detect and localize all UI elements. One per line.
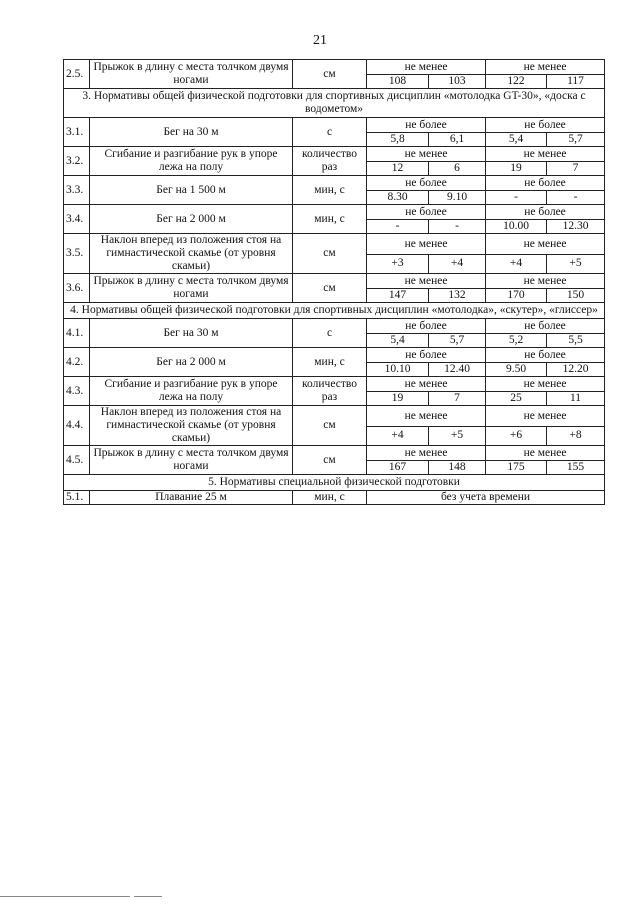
requirement-label: не более xyxy=(486,118,605,133)
requirement-label: не более xyxy=(486,205,605,220)
unit: см xyxy=(293,406,367,446)
norm-value: 122 xyxy=(486,75,547,89)
unit: см xyxy=(293,274,367,303)
requirement-label: не более xyxy=(367,176,486,191)
unit: с xyxy=(293,319,367,348)
norm-value: 11 xyxy=(547,392,605,406)
exercise-name: Прыжок в длину с места толчком двумя ногами xyxy=(90,446,293,475)
row-number: 4.2. xyxy=(64,348,90,377)
norm-value: 19 xyxy=(367,392,429,406)
norm-value: 10.10 xyxy=(367,363,429,377)
exercise-name: Бег на 1 500 м xyxy=(90,176,293,205)
norm-value: - xyxy=(367,220,429,234)
row-number: 3.1. xyxy=(64,118,90,147)
requirement-label: не менее xyxy=(367,274,486,289)
requirement-label: не менее xyxy=(367,406,486,427)
table-row xyxy=(64,176,605,191)
row-number: 4.4. xyxy=(64,406,90,446)
norms-table-body xyxy=(64,60,605,505)
exercise-name: Прыжок в длину с места толчком двумя ногами xyxy=(90,60,293,89)
row-number: 3.4. xyxy=(64,205,90,234)
exercise-name: Бег на 30 м xyxy=(90,118,293,147)
row-number: 4.1. xyxy=(64,319,90,348)
norms-table xyxy=(63,59,605,505)
unit: см xyxy=(293,60,367,89)
norm-value: 5,4 xyxy=(486,133,547,147)
exercise-name: Наклон вперед из положения стоя на гимнастической скамье (от уровня скамьи) xyxy=(90,234,293,274)
exercise-name: Бег на 2 000 м xyxy=(90,205,293,234)
table-row xyxy=(64,406,605,427)
norm-value: 7 xyxy=(547,162,605,176)
norm-value: - xyxy=(429,220,486,234)
requirement-label: не более xyxy=(486,176,605,191)
norm-value: 12 xyxy=(367,162,429,176)
footer-line xyxy=(134,896,162,897)
unit: мин, с xyxy=(293,176,367,205)
requirement-label: не более xyxy=(367,118,486,133)
requirement-label: не менее xyxy=(367,147,486,162)
exercise-name: Наклон вперед из положения стоя на гимнастической скамье (от уровня скамьи) xyxy=(90,406,293,446)
norm-value: 147 xyxy=(367,289,429,303)
table-row xyxy=(64,205,605,220)
norm-value: 9.10 xyxy=(429,191,486,205)
norm-value: 5,5 xyxy=(547,334,605,348)
section-title: 5. Нормативы специальной физической подготовки xyxy=(64,475,605,491)
norm-value: без учета времени xyxy=(367,491,605,505)
norm-value: - xyxy=(547,191,605,205)
norm-value: 132 xyxy=(429,289,486,303)
norm-value: 19 xyxy=(486,162,547,176)
norm-value: 150 xyxy=(547,289,605,303)
row-number: 3.6. xyxy=(64,274,90,303)
row-number: 4.3. xyxy=(64,377,90,406)
table-row xyxy=(64,118,605,133)
table-row xyxy=(64,60,605,75)
requirement-label: не менее xyxy=(486,147,605,162)
row-number: 5.1. xyxy=(64,491,90,505)
norm-value: +4 xyxy=(367,426,429,445)
table-row xyxy=(64,446,605,461)
norm-value: - xyxy=(486,191,547,205)
requirement-label: не менее xyxy=(486,60,605,75)
row-number: 3.5. xyxy=(64,234,90,274)
norm-value: 6,1 xyxy=(429,133,486,147)
norm-value: 6 xyxy=(429,162,486,176)
unit: количество раз xyxy=(293,147,367,176)
requirement-label: не менее xyxy=(486,446,605,461)
norm-value: 5,7 xyxy=(547,133,605,147)
row-number: 4.5. xyxy=(64,446,90,475)
table-row xyxy=(64,147,605,162)
requirement-label: не более xyxy=(367,319,486,334)
row-number: 2.5. xyxy=(64,60,90,89)
section-row xyxy=(64,475,605,491)
norm-value: +6 xyxy=(486,426,547,445)
norm-value: 108 xyxy=(367,75,429,89)
exercise-name: Прыжок в длину с места толчком двумя ногами xyxy=(90,274,293,303)
table-row xyxy=(64,234,605,255)
table-row xyxy=(64,274,605,289)
norm-value: 10.00 xyxy=(486,220,547,234)
norm-value: +4 xyxy=(486,254,547,273)
page-number: 21 xyxy=(313,33,327,48)
unit: мин, с xyxy=(293,205,367,234)
unit: см xyxy=(293,446,367,475)
norm-value: 167 xyxy=(367,461,429,475)
exercise-name: Бег на 30 м xyxy=(90,319,293,348)
unit: см xyxy=(293,234,367,274)
requirement-label: не менее xyxy=(486,234,605,255)
requirement-label: не более xyxy=(486,348,605,363)
requirement-label: не менее xyxy=(486,274,605,289)
exercise-name: Бег на 2 000 м xyxy=(90,348,293,377)
norm-value: 25 xyxy=(486,392,547,406)
table-row xyxy=(64,348,605,363)
requirement-label: не менее xyxy=(367,446,486,461)
exercise-name: Плавание 25 м xyxy=(90,491,293,505)
requirement-label: не более xyxy=(486,319,605,334)
requirement-label: не менее xyxy=(486,406,605,427)
exercise-name: Сгибание и разгибание рук в упоре лежа на полу xyxy=(90,147,293,176)
norm-value: +8 xyxy=(547,426,605,445)
unit: мин, с xyxy=(293,348,367,377)
unit: с xyxy=(293,118,367,147)
norm-value: 5,4 xyxy=(367,334,429,348)
norm-value: 12.40 xyxy=(429,363,486,377)
requirement-label: не менее xyxy=(486,377,605,392)
requirement-label: не более xyxy=(367,348,486,363)
norm-value: 7 xyxy=(429,392,486,406)
norm-value: 175 xyxy=(486,461,547,475)
norm-value: 5,2 xyxy=(486,334,547,348)
norm-value: 9.50 xyxy=(486,363,547,377)
norm-value: 5,7 xyxy=(429,334,486,348)
norm-value: 155 xyxy=(547,461,605,475)
unit: количество раз xyxy=(293,377,367,406)
norm-value: 117 xyxy=(547,75,605,89)
table-row xyxy=(64,319,605,334)
norm-value: 8.30 xyxy=(367,191,429,205)
exercise-name: Сгибание и разгибание рук в упоре лежа на полу xyxy=(90,377,293,406)
norm-value: 103 xyxy=(429,75,486,89)
requirement-label: не менее xyxy=(367,234,486,255)
table-row xyxy=(64,491,605,505)
requirement-label: не более xyxy=(367,205,486,220)
row-number: 3.3. xyxy=(64,176,90,205)
unit: мин, с xyxy=(293,491,367,505)
norm-value: 12.20 xyxy=(547,363,605,377)
requirement-label: не менее xyxy=(367,377,486,392)
norm-value: +4 xyxy=(429,254,486,273)
norm-value: +5 xyxy=(547,254,605,273)
norm-value: +3 xyxy=(367,254,429,273)
section-row xyxy=(64,89,605,118)
section-row xyxy=(64,303,605,319)
row-number: 3.2. xyxy=(64,147,90,176)
norm-value: +5 xyxy=(429,426,486,445)
footer-line xyxy=(0,896,130,897)
section-title: 4. Нормативы общей физической подготовки для спортивных дисциплин «мотолодка», «скутер», «глиссер» xyxy=(64,303,605,319)
table-row xyxy=(64,377,605,392)
norm-value: 12.30 xyxy=(547,220,605,234)
norm-value: 148 xyxy=(429,461,486,475)
norm-value: 170 xyxy=(486,289,547,303)
norm-value: 5,8 xyxy=(367,133,429,147)
requirement-label: не менее xyxy=(367,60,486,75)
section-title: 3. Нормативы общей физической подготовки для спортивных дисциплин «мотолодка GT-30», «доска с водометом» xyxy=(64,89,605,118)
